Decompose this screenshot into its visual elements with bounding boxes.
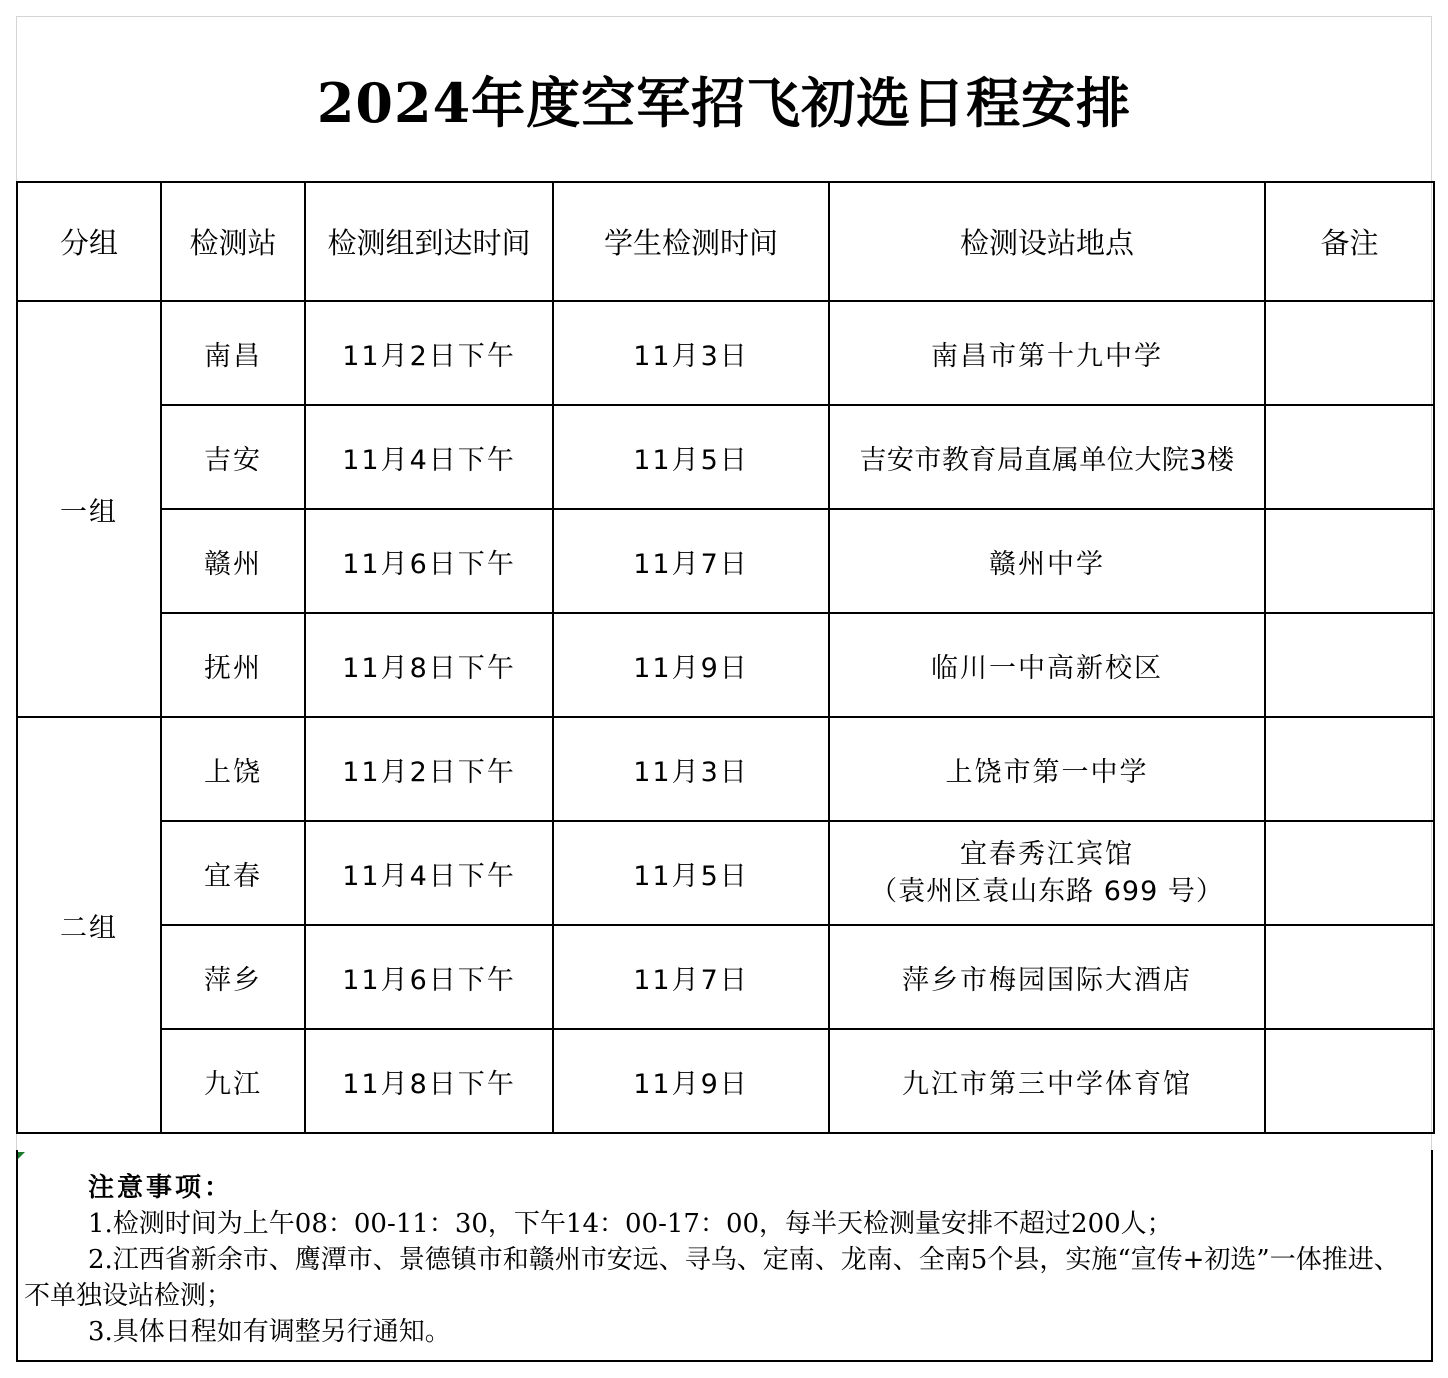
header-station: 检测站 — [161, 182, 305, 301]
arrival-cell: 11月2日下午 — [305, 717, 553, 821]
remark-cell — [1265, 405, 1434, 509]
group-cell: 一组 — [17, 301, 161, 717]
header-arrival-time: 检测组到达时间 — [305, 182, 553, 301]
header-location: 检测设站地点 — [829, 182, 1265, 301]
header-exam-time: 学生检测时间 — [553, 182, 829, 301]
header-remark: 备注 — [1265, 182, 1434, 301]
arrival-cell: 11月8日下午 — [305, 1029, 553, 1133]
location-cell: 萍乡市梅园国际大酒店 — [829, 925, 1265, 1029]
notes-heading: 注意事项： — [88, 1173, 234, 1203]
arrival-cell: 11月6日下午 — [305, 509, 553, 613]
remark-cell — [1265, 509, 1434, 613]
location-line-1: 宜春秀江宾馆 — [960, 839, 1134, 870]
table-row — [17, 717, 1434, 821]
location-cell: 南昌市第十九中学 — [829, 301, 1265, 405]
exam-cell: 11月5日 — [553, 405, 829, 509]
station-cell: 萍乡 — [161, 925, 305, 1029]
station-cell: 上饶 — [161, 717, 305, 821]
exam-cell: 11月7日 — [553, 509, 829, 613]
arrival-cell: 11月2日下午 — [305, 301, 553, 405]
arrival-cell: 11月8日下午 — [305, 613, 553, 717]
exam-cell: 11月3日 — [553, 717, 829, 821]
remark-cell — [1265, 717, 1434, 821]
location-cell: 赣州中学 — [829, 509, 1265, 613]
table-row — [17, 613, 1434, 717]
cell-comment-indicator-icon — [18, 1152, 25, 1159]
remark-cell — [1265, 925, 1434, 1029]
station-cell: 南昌 — [161, 301, 305, 405]
location-cell: 九江市第三中学体育馆 — [829, 1029, 1265, 1133]
page-title: 2024年度空军招飞初选日程安排 — [316, 70, 1132, 135]
exam-cell: 11月5日 — [553, 821, 829, 925]
exam-cell: 11月3日 — [553, 301, 829, 405]
location-line-2: （袁州区袁山东路 699 号） — [870, 876, 1224, 907]
table-row — [17, 925, 1434, 1029]
station-cell: 宜春 — [161, 821, 305, 925]
remark-cell — [1265, 821, 1434, 925]
table-row — [17, 509, 1434, 613]
notes-section — [16, 1150, 1433, 1362]
location-cell: 临川一中高新校区 — [829, 613, 1265, 717]
exam-cell: 11月9日 — [553, 1029, 829, 1133]
header-group: 分组 — [17, 182, 161, 301]
table-row — [17, 821, 1434, 925]
arrival-cell: 11月6日下午 — [305, 925, 553, 1029]
exam-cell: 11月9日 — [553, 613, 829, 717]
table-row — [17, 405, 1434, 509]
location-cell: 吉安市教育局直属单位大院3楼 — [829, 405, 1265, 509]
group-cell: 二组 — [17, 717, 161, 1133]
table-row — [17, 301, 1434, 405]
remark-cell — [1265, 1029, 1434, 1133]
notes-item: 3.具体日程如有调整另行通知。 — [88, 1317, 451, 1347]
remark-cell — [1265, 301, 1434, 405]
station-cell: 吉安 — [161, 405, 305, 509]
location-cell-multiline — [829, 821, 1265, 925]
exam-cell: 11月7日 — [553, 925, 829, 1029]
station-cell: 赣州 — [161, 509, 305, 613]
table-row — [17, 1029, 1434, 1133]
notes-item: 2.江西省新余市、鹰潭市、景德镇市和赣州市安远、寻乌、定南、龙南、全南5个县，实施“宣传+初选”一体推进、不单独设站检测； — [24, 1245, 1400, 1311]
remark-cell — [1265, 613, 1434, 717]
station-cell: 九江 — [161, 1029, 305, 1133]
arrival-cell: 11月4日下午 — [305, 821, 553, 925]
table-header-row — [17, 182, 1434, 301]
location-cell: 上饶市第一中学 — [829, 717, 1265, 821]
station-cell: 抚州 — [161, 613, 305, 717]
notes-item: 1.检测时间为上午08：00-11：30，下午14：00-17：00，每半天检测量安排不超过200人； — [88, 1209, 1173, 1239]
schedule-table — [16, 181, 1435, 1134]
arrival-cell: 11月4日下午 — [305, 405, 553, 509]
